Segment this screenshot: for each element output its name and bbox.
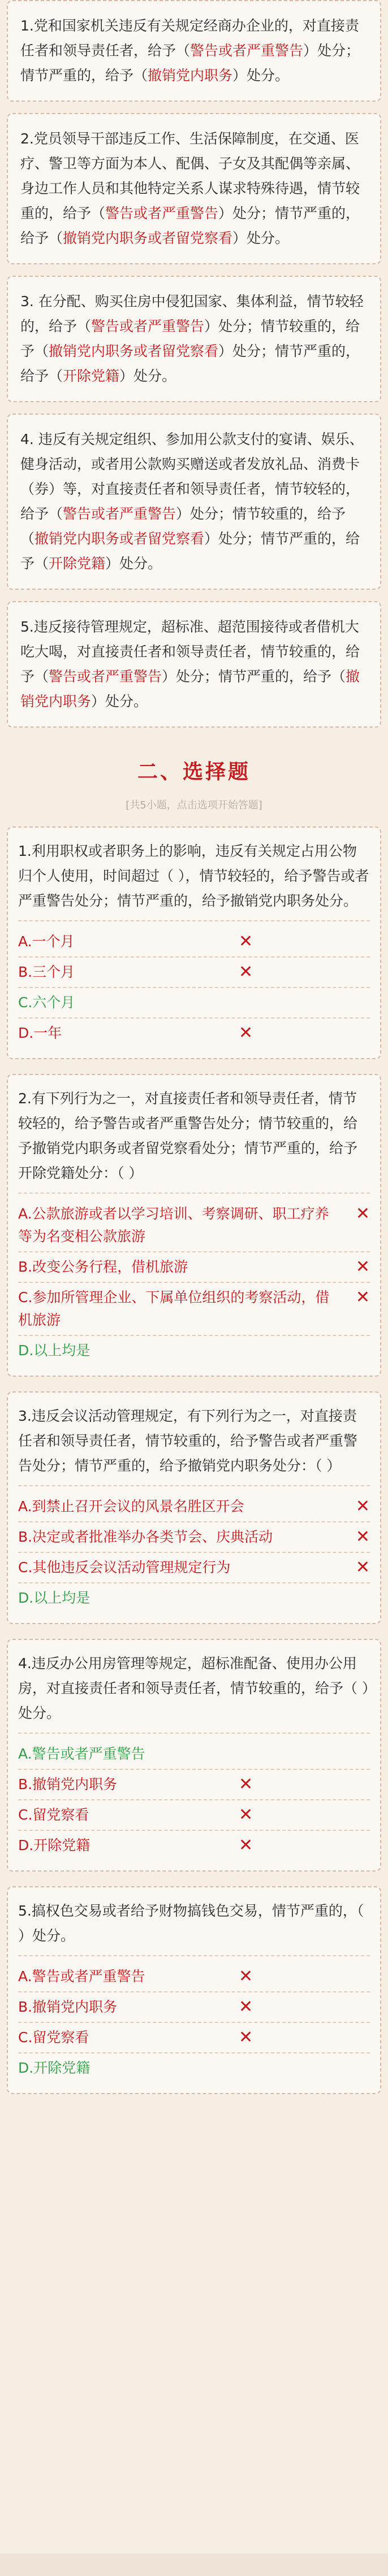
wrong-mark-icon: ✕ bbox=[239, 1023, 253, 1043]
bottom-bar bbox=[0, 2553, 388, 2576]
answer-option[interactable] bbox=[18, 958, 370, 988]
wrong-mark-icon: ✕ bbox=[355, 1204, 370, 1224]
rule-answer: 撤销党内职务 bbox=[148, 67, 233, 84]
wrong-mark-icon: ✕ bbox=[239, 2027, 253, 2047]
rule-card bbox=[7, 601, 381, 728]
wrong-mark-icon: ✕ bbox=[239, 932, 253, 951]
option-label: D.开除党籍 bbox=[18, 2060, 90, 2076]
option-label: C.六个月 bbox=[18, 994, 75, 1011]
answer-option[interactable] bbox=[18, 2023, 370, 2053]
wrong-mark-icon: ✕ bbox=[355, 1527, 370, 1547]
answer-option[interactable] bbox=[18, 1252, 370, 1283]
rule-answer: 撤销党内职务或者留党察看 bbox=[49, 343, 219, 359]
rule-text: ）处分；情节严重的，给予（ bbox=[162, 668, 346, 685]
option-label: C.参加所管理企业、下属单位组织的考察活动，借机旅游 bbox=[18, 1289, 330, 1328]
rule-text: ）处分；情节严重的，给予（ bbox=[20, 205, 360, 246]
wrong-mark-icon: ✕ bbox=[239, 1966, 253, 1986]
option-label: D.一年 bbox=[18, 1025, 62, 1041]
answer-option[interactable] bbox=[18, 1800, 370, 1831]
question-text: 5.搞权色交易或者给予财物搞钱色交易，情节严重的，（ ）处分。 bbox=[18, 1899, 370, 1956]
wrong-mark-icon: ✕ bbox=[355, 1496, 370, 1516]
answer-option[interactable] bbox=[18, 988, 370, 1019]
option-label: A.警告或者严重警告 bbox=[18, 1746, 145, 1762]
rule-text: ）处分；情节严重的，给予（ bbox=[20, 42, 360, 84]
rule-card bbox=[7, 0, 381, 102]
rule-answer: 开除党籍 bbox=[49, 555, 106, 572]
rule-answer: 开除党籍 bbox=[63, 368, 120, 384]
wrong-mark-icon: ✕ bbox=[239, 1835, 253, 1855]
wrong-mark-icon: ✕ bbox=[355, 1557, 370, 1577]
wrong-mark-icon: ✕ bbox=[355, 1287, 370, 1307]
option-label: B.决定或者批准举办各类节会、庆典活动 bbox=[18, 1529, 273, 1545]
answer-option[interactable] bbox=[18, 1583, 370, 1613]
rule-answer: 警告或者严重警告 bbox=[63, 506, 176, 522]
answer-option[interactable] bbox=[18, 1199, 370, 1252]
wrong-mark-icon: ✕ bbox=[239, 1997, 253, 2017]
question-text: 3.违反会议活动管理规定，有下列行为之一，对直接责任者和领导责任者，情节较重的，给予警告或者严重警告处分；情节严重的，给予撤销党内职务处分：（ ） bbox=[18, 1404, 370, 1486]
question-card bbox=[7, 1639, 381, 1872]
wrong-mark-icon: ✕ bbox=[355, 1257, 370, 1277]
rule-text: ）处分；情节严重的，给予（ bbox=[20, 530, 360, 572]
option-label: A.一个月 bbox=[18, 933, 75, 950]
answer-option[interactable] bbox=[18, 1739, 370, 1770]
question-card bbox=[7, 1886, 381, 2094]
option-label: B.撤销党内职务 bbox=[18, 1776, 118, 1792]
section-title: 二、选择题 bbox=[137, 760, 251, 784]
question-text: 4.违反办公用房管理等规定，超标准配备、使用办公用房，对直接责任者和领导责任者，情节较重的，给予（ ）处分。 bbox=[18, 1651, 370, 1734]
question-card bbox=[7, 826, 381, 1059]
question-text: 1.利用职权或者职务上的影响，违反有关规定占用公物归个人使用，时间超过（ ），情节较轻的，给予警告或者严重警告处分；情节严重的，给予撤销党内职务处分。 bbox=[18, 839, 370, 921]
rules-section bbox=[7, 0, 381, 728]
option-label: D.以上均是 bbox=[18, 1590, 90, 1606]
section-note: [共5小题，点击选项开始答题] bbox=[126, 799, 262, 811]
option-label: C.其他违反会议活动管理规定行为 bbox=[18, 1559, 231, 1576]
answer-option[interactable] bbox=[18, 1992, 370, 2023]
rule-answer: 警告或者严重警告 bbox=[105, 205, 219, 221]
option-label: B.三个月 bbox=[18, 964, 75, 980]
rule-text: 4. 违反有关规定组织、参加用公款支付的宴请、娱乐、健身活动，或者用公款购买赠送或者发放礼品、消费卡（券）等，对直接责任者和领导责任者，情节较轻的，给予（ bbox=[20, 431, 364, 522]
rule-text: ）处分；情节较重的，给予（ bbox=[20, 506, 346, 547]
answer-option[interactable] bbox=[18, 1962, 370, 1992]
rule-answer: 撤销党内职务或者留党察看 bbox=[35, 530, 205, 547]
rule-answer: 警告或者严重警告 bbox=[190, 42, 304, 59]
rule-text: ）处分。 bbox=[91, 693, 148, 710]
option-label: A.公款旅游或者以学习培训、考察调研、职工疗养等为名变相公款旅游 bbox=[18, 1206, 329, 1245]
option-label: B.改变公务行程，借机旅游 bbox=[18, 1259, 188, 1275]
answer-option[interactable] bbox=[18, 1492, 370, 1522]
rule-text: ）处分；情节较重的，给予（ bbox=[20, 318, 360, 359]
option-label: B.撤销党内职务 bbox=[18, 1999, 118, 2015]
question-card bbox=[7, 1391, 381, 1624]
answer-option[interactable] bbox=[18, 1283, 370, 1336]
questions-section bbox=[7, 826, 381, 2094]
answer-option[interactable] bbox=[18, 2053, 370, 2083]
option-label: D.开除党籍 bbox=[18, 1837, 90, 1853]
wrong-mark-icon: ✕ bbox=[239, 1774, 253, 1794]
rule-text: ）处分。 bbox=[105, 555, 162, 572]
rule-text: 1.党和国家机关违反有关规定经商办企业的，对直接责任者和领导责任者，给予（ bbox=[20, 18, 359, 59]
rule-text: ）处分。 bbox=[119, 368, 176, 384]
rule-text: 5.违反接待管理规定，超标准、超范围接待或者借机大吃大喝，对直接责任者和领导责任者，情节较重的，给予（ bbox=[20, 619, 360, 685]
option-label: C.留党察看 bbox=[18, 1807, 89, 1823]
option-label: A.警告或者严重警告 bbox=[18, 1968, 145, 1985]
rule-answer: 撤销党内职务 bbox=[20, 668, 360, 710]
rule-text: ）处分。 bbox=[232, 67, 290, 84]
answer-option[interactable] bbox=[18, 1831, 370, 1860]
wrong-mark-icon: ✕ bbox=[239, 962, 253, 982]
rule-answer: 撤销党内职务或者留党察看 bbox=[63, 230, 233, 246]
rule-card bbox=[7, 113, 381, 264]
answer-option[interactable] bbox=[18, 1019, 370, 1048]
rule-answer: 警告或者严重警告 bbox=[91, 318, 205, 334]
answer-option[interactable] bbox=[18, 1336, 370, 1365]
question-text: 2.有下列行为之一，对直接责任者和领导责任者，情节较轻的，给予警告或者严重警告处分；情节较重的，给予撤销党内职务或者留党察看处分；情节严重的，给予开除党籍处分：（ ） bbox=[18, 1086, 370, 1194]
wrong-mark-icon: ✕ bbox=[239, 1805, 253, 1825]
answer-option[interactable] bbox=[18, 1553, 370, 1583]
option-label: D.以上均是 bbox=[18, 1342, 90, 1359]
answer-option[interactable] bbox=[18, 1770, 370, 1800]
answer-option[interactable] bbox=[18, 1522, 370, 1553]
option-label: A.到禁止召开会议的风景名胜区开会 bbox=[18, 1498, 244, 1515]
answer-option[interactable] bbox=[18, 927, 370, 958]
question-card bbox=[7, 1074, 381, 1377]
rule-text: 3. 在分配、购买住房中侵犯国家、集体利益，情节较轻的，给予（ bbox=[20, 293, 364, 334]
rule-card bbox=[7, 414, 381, 590]
rule-answer: 警告或者严重警告 bbox=[49, 668, 162, 685]
rule-card bbox=[7, 276, 381, 402]
rule-text: ）处分；情节严重的，给予（ bbox=[20, 343, 360, 384]
rule-text: 2.党员领导干部违反工作、生活保障制度，在交通、医疗、警卫等方面为本人、配偶、子女及其配偶等亲属、身边工作人员和其他特定关系人谋求特殊待遇，情节较重的，给予（ bbox=[20, 130, 360, 221]
rule-text: ）处分。 bbox=[232, 230, 290, 246]
option-label: C.留党察看 bbox=[18, 2029, 89, 2046]
